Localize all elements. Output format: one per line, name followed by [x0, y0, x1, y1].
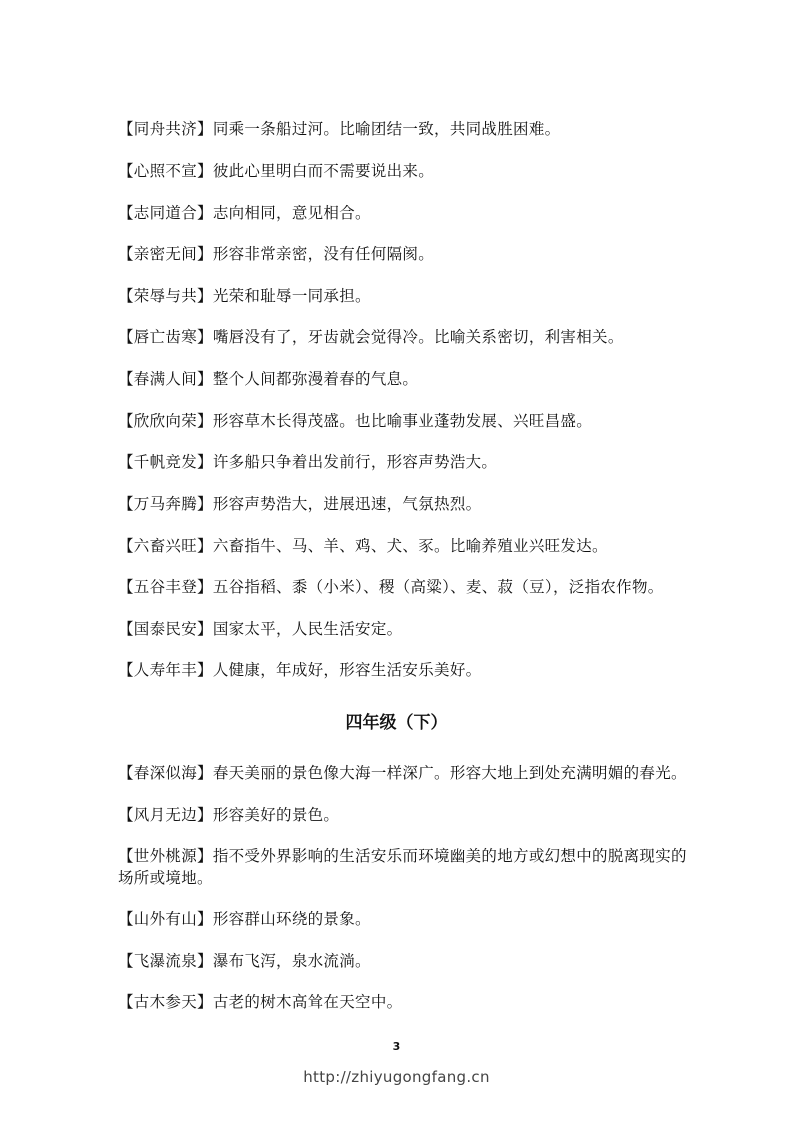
footer-url[interactable]: http://zhiyugongfang.cn: [303, 1068, 490, 1086]
entry-14: [118, 659, 688, 681]
entry-definition: 形容草木长得茂盛。也比喻事业蓬勃发展、兴旺昌盛。: [212, 412, 593, 430]
page-number: 3: [392, 1040, 401, 1053]
entry-7: [118, 368, 688, 390]
entry-15: [118, 762, 688, 784]
entry-term: 【心照不宣】: [118, 162, 213, 180]
entry-definition: 春天美丽的景色像大海一样深广。形容大地上到处充满明媚的春光。: [212, 764, 687, 782]
entry-term: 【万马奔腾】: [118, 495, 213, 513]
entry-5: [118, 285, 688, 307]
entry-term: 【风月无边】: [118, 806, 213, 824]
entry-1: [118, 118, 688, 140]
entry-definition: 形容美好的景色。: [212, 806, 340, 824]
entry-term: 【欣欣向荣】: [118, 412, 213, 430]
entry-term: 【志同道合】: [118, 204, 213, 222]
entry-17: [118, 845, 688, 889]
entry-term: 【世外桃源】: [118, 847, 213, 865]
entry-definition: 人健康，年成好，形容生活安乐美好。: [212, 661, 482, 679]
entry-term: 【人寿年丰】: [118, 661, 213, 679]
entry-definition: 形容声势浩大，进展迅速，气氛热烈。: [212, 495, 482, 513]
entry-4: [118, 243, 688, 265]
entry-term: 【六畜兴旺】: [118, 537, 213, 555]
entry-definition: 国家太平，人民生活安定。: [212, 620, 403, 638]
entry-12: [118, 576, 688, 598]
entry-term: 【千帆竞发】: [118, 453, 213, 471]
entry-term: 【飞瀑流泉】: [118, 952, 213, 970]
entry-term: 【古木参天】: [118, 993, 213, 1011]
entry-definition: 同乘一条船过河。比喻团结一致，共同战胜困难。: [212, 120, 561, 138]
entry-term: 【同舟共济】: [118, 120, 213, 138]
entry-term: 【春满人间】: [118, 370, 213, 388]
entry-20: [118, 991, 688, 1013]
entry-definition: 许多船只争着出发前行，形容声势浩大。: [212, 453, 498, 471]
entry-definition: 志向相同，意见相合。: [212, 204, 371, 222]
entry-term: 【唇亡齿寒】: [118, 328, 213, 346]
entry-definition: 指不受外界影响的生活安乐而环境幽美的地方或幻想中的脱离现实的场所或境地。: [118, 847, 687, 887]
section-title: 四年级（下）: [345, 713, 448, 733]
entry-10: [118, 493, 688, 515]
entry-19: [118, 950, 688, 972]
entry-11: [118, 535, 688, 557]
entry-definition: 六畜指牛、马、羊、鸡、犬、豕。比喻养殖业兴旺发达。: [212, 537, 608, 555]
entry-definition: 形容非常亲密，没有任何隔阂。: [212, 245, 435, 263]
entry-2: [118, 160, 688, 182]
entry-definition: 光荣和耻辱一同承担。: [212, 287, 371, 305]
entry-definition: 古老的树木高耸在天空中。: [212, 993, 403, 1011]
entry-definition: 五谷指稻、黍（小米）、稷（高粱）、麦、菽（豆），泛指农作物。: [212, 578, 664, 596]
entry-term: 【亲密无间】: [118, 245, 213, 263]
entry-6: [118, 326, 688, 348]
entry-term: 【五谷丰登】: [118, 578, 213, 596]
entry-8: [118, 410, 688, 432]
entry-9: [118, 451, 688, 473]
entry-definition: 彼此心里明白而不需要说出来。: [212, 162, 435, 180]
entry-18: [118, 908, 688, 930]
entry-definition: 瀑布飞泻，泉水流淌。: [212, 952, 371, 970]
entry-13: [118, 618, 688, 640]
entry-term: 【山外有山】: [118, 910, 213, 928]
entry-16: [118, 804, 688, 826]
entry-term: 【春深似海】: [118, 764, 213, 782]
entry-definition: 嘴唇没有了，牙齿就会觉得冷。比喻关系密切，利害相关。: [212, 328, 624, 346]
entry-definition: 形容群山环绕的景象。: [212, 910, 371, 928]
entry-term: 【国泰民安】: [118, 620, 213, 638]
entry-definition: 整个人间都弥漫着春的气息。: [212, 370, 419, 388]
entry-3: [118, 202, 688, 224]
entry-term: 【荣辱与共】: [118, 287, 213, 305]
